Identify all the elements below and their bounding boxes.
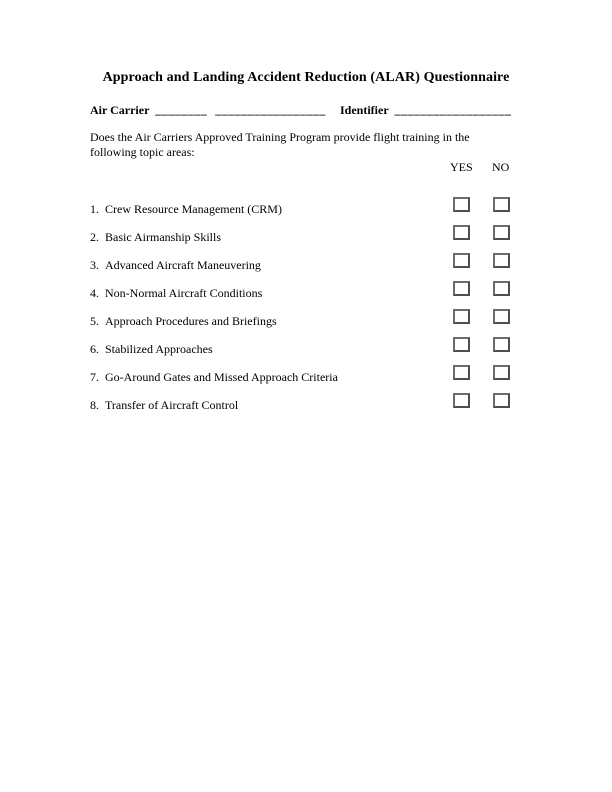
no-column-header: NO bbox=[492, 160, 510, 174]
yes-checkbox[interactable] bbox=[453, 365, 470, 380]
question-row bbox=[0, 224, 612, 252]
question-number: 4. bbox=[90, 286, 99, 300]
identifier-blank[interactable]: __________________ bbox=[394, 103, 512, 117]
question-number: 6. bbox=[90, 342, 99, 356]
question-label: Non-Normal Aircraft Conditions bbox=[105, 286, 263, 300]
question-row bbox=[0, 364, 612, 392]
question-label: Transfer of Aircraft Control bbox=[105, 398, 239, 412]
question-row bbox=[0, 392, 612, 420]
yes-column-header: YES bbox=[450, 160, 473, 174]
question-label: Approach Procedures and Briefings bbox=[105, 314, 277, 328]
yes-checkbox[interactable] bbox=[453, 197, 470, 212]
question-row bbox=[0, 252, 612, 280]
page-title: Approach and Landing Accident Reduction (ALAR) Questionnaire bbox=[102, 70, 510, 85]
no-checkbox[interactable] bbox=[493, 337, 510, 352]
yes-checkbox[interactable] bbox=[453, 281, 470, 296]
question-number: 8. bbox=[90, 398, 99, 412]
no-checkbox[interactable] bbox=[493, 253, 510, 268]
prompt-line-1: Does the Air Carriers Approved Training Program provide flight training in the bbox=[90, 130, 470, 144]
air-carrier-blank-1[interactable]: ________ bbox=[155, 103, 208, 117]
identifier-field bbox=[340, 103, 511, 118]
no-checkbox[interactable] bbox=[493, 393, 510, 408]
no-checkbox[interactable] bbox=[493, 365, 510, 380]
yes-checkbox[interactable] bbox=[453, 309, 470, 324]
yes-checkbox[interactable] bbox=[453, 225, 470, 240]
identifier-label: Identifier bbox=[340, 103, 389, 117]
no-checkbox[interactable] bbox=[493, 225, 510, 240]
question-label: Crew Resource Management (CRM) bbox=[105, 202, 282, 216]
yes-checkbox[interactable] bbox=[453, 253, 470, 268]
no-checkbox[interactable] bbox=[493, 281, 510, 296]
question-row bbox=[0, 280, 612, 308]
no-checkbox[interactable] bbox=[493, 197, 510, 212]
question-row bbox=[0, 336, 612, 364]
question-label: Advanced Aircraft Maneuvering bbox=[105, 258, 261, 272]
header-fields bbox=[90, 103, 522, 121]
air-carrier-blank-2[interactable]: _________________ bbox=[215, 103, 326, 117]
prompt-text bbox=[90, 130, 510, 160]
question-label: Basic Airmanship Skills bbox=[105, 230, 222, 244]
air-carrier-label: Air Carrier bbox=[90, 103, 150, 117]
question-row bbox=[0, 196, 612, 224]
question-number: 3. bbox=[90, 258, 99, 272]
yes-checkbox[interactable] bbox=[453, 393, 470, 408]
prompt-line-2: following topic areas: bbox=[90, 145, 195, 159]
question-row bbox=[0, 308, 612, 336]
question-list bbox=[0, 196, 612, 420]
question-number: 7. bbox=[90, 370, 99, 384]
no-checkbox[interactable] bbox=[493, 309, 510, 324]
question-label: Go-Around Gates and Missed Approach Criteria bbox=[105, 370, 338, 384]
question-number: 2. bbox=[90, 230, 99, 244]
question-number: 1. bbox=[90, 202, 99, 216]
air-carrier-field bbox=[90, 103, 326, 118]
question-label: Stabilized Approaches bbox=[105, 342, 213, 356]
yes-checkbox[interactable] bbox=[453, 337, 470, 352]
question-number: 5. bbox=[90, 314, 99, 328]
answer-column-headers bbox=[0, 160, 612, 174]
